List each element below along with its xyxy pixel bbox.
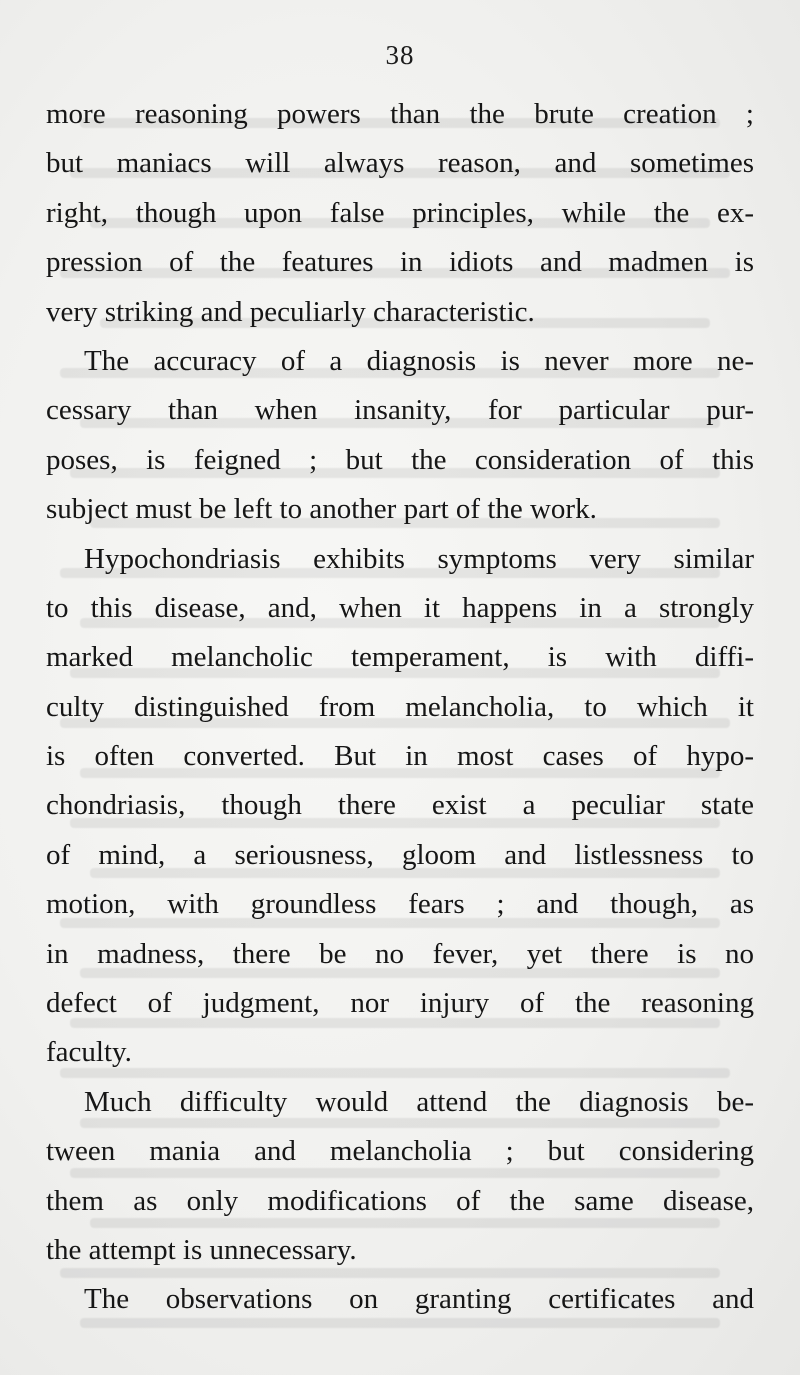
paragraph [46,1078,754,1276]
text-line: in madness, there be no fever, yet there is no [46,937,754,970]
text-line: very striking and peculiarly characteristic. [46,295,535,328]
text-line: poses, is feigned ; but the consideration of this [46,443,754,476]
text-line: of mind, a seriousness, gloom and listlessness to [46,838,754,871]
text-line: culty distinguished from melancholia, to which it [46,690,754,723]
text-line: Hypochondriasis exhibits symptoms very similar [84,542,754,575]
text-line: motion, with groundless fears ; and though, as [46,888,754,921]
text-line: cessary than when insanity, for particular pur- [46,394,754,427]
text-line: the attempt is unnecessary. [46,1233,357,1266]
text-line: defect of judgment, nor injury of the reasoning [46,987,754,1020]
text-line: them as only modifications of the same disease, [46,1184,754,1217]
text-line: is often converted. But in most cases of hypo- [46,740,754,773]
text-line: The observations on granting certificates and [84,1283,754,1316]
text-line: chondriasis, though there exist a peculiar state [46,789,754,822]
text-line: subject must be left to another part of the work. [46,493,597,526]
text-line: The accuracy of a diagnosis is never more ne- [84,344,754,377]
paragraph [46,535,754,1078]
text-line: marked melancholic temperament, is with diffi- [46,641,754,674]
text-line: tween mania and melancholia ; but considering [46,1135,754,1168]
text-line: pression of the features in idiots and madmen is [46,246,754,279]
page-number: 38 [385,40,415,70]
text-line: right, though upon false principles, while the ex- [46,196,754,229]
text-line: but maniacs will always reason, and sometimes [46,147,754,180]
text-line: more reasoning powers than the brute creation ; [46,98,754,130]
paragraph [46,90,754,337]
text-line: Much difficulty would attend the diagnosis be- [84,1085,754,1118]
body-text [46,90,754,1325]
paragraph [46,1275,754,1324]
text-line: faculty. [46,1036,132,1069]
text-line: to this disease, and, when it happens in a strongly [46,591,754,624]
paragraph [46,337,754,535]
